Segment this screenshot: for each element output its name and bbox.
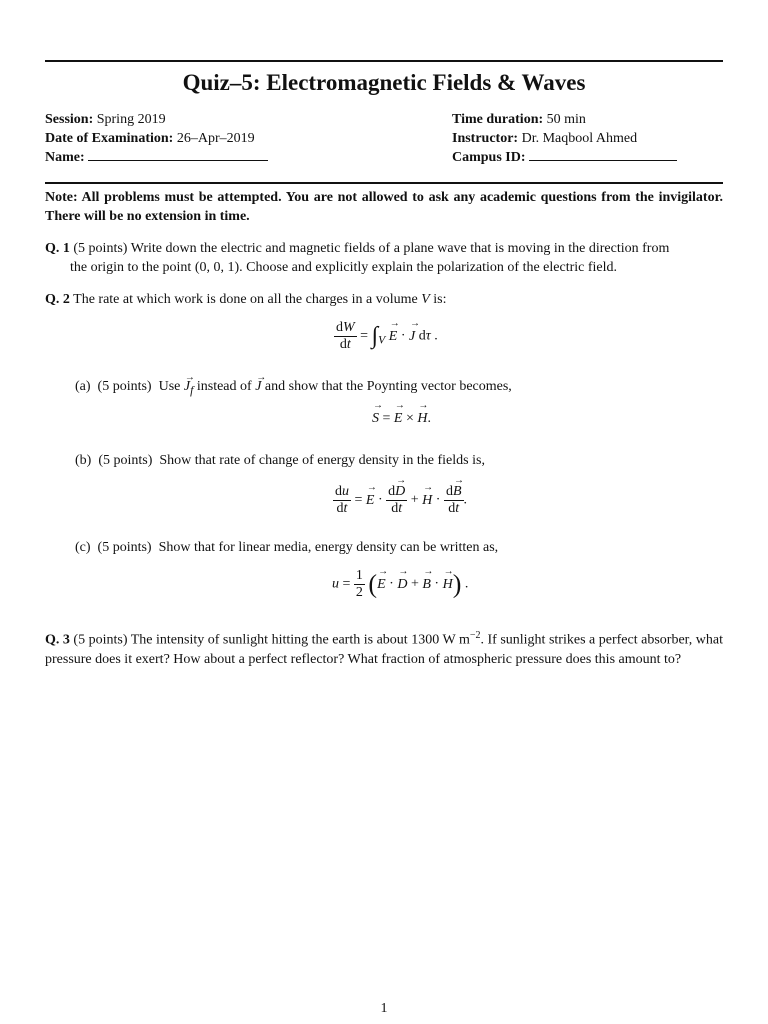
campus-blank [529,148,677,161]
question-1: Q. 1 (5 points) Write down the electric and magnetic fields of a plane wave that is moving in the direction from the origin to the point (0, 0, 1). Choose and explicitly explain the polarization of the electric field. [45,241,670,275]
session-row: Session: Spring 2019 [45,112,166,127]
page-number: 1 [380,1001,388,1016]
q2-label: Q. 2 [45,292,70,307]
note: Note: All problems must be attempted. You are not allowed to ask any academic questions from the invigilator. There will be no extension in time. [45,190,723,224]
q3-label: Q. 3 [45,632,70,648]
page-title: Quiz–5: Electromagnetic Fields & Waves [182,70,586,95]
equation-poynting: → S = → E × → H. [372,411,431,427]
header-rule [45,182,723,184]
equation-energy-rate: $\frac{du}{dt}$ = → E · $\frac{d\to D}{dt}$ + → H · $\frac{d\to B}{dt}$ . [333,484,467,517]
name-row: Name: [45,148,268,167]
header-right [452,110,677,167]
time-row: Time duration: 50 min [452,112,586,127]
time-value: 50 min [546,112,586,127]
q2-volume: V [421,292,430,307]
equation-power: $\frac{dW}{dt}$ = $\int_V \to E$ · → J dτ . [334,320,438,353]
question-3: Q. 3 (5 points) The intensity of sunlight hitting the earth is about 1300 W $m^{-2}$. If sunlight strikes a perfect absorber, what pressure does it exert? How about a perfect reflector? What fraction of atmospheric pressure does this amount to? [45,630,723,667]
header-left [45,110,268,167]
q2-part-b: (b) (5 points) Show that rate of change of energy density in the fields is, [75,453,485,468]
date-row: Date of Examination: 26–Apr–2019 [45,131,255,146]
name-blank [88,148,268,161]
instructor-value: Dr. Maqbool Ahmed [521,131,638,146]
q1-point: (0, 0, 1) [194,260,240,275]
q3-intensity: 1300 W m [411,632,470,648]
q1-text-a: (5 points) Write down the electric and magnetic fields of a plane wave that is moving in the direction from [73,241,670,256]
q2-part-c: (c) (5 points) Show that for linear media, energy density can be written as, [75,540,499,555]
q2-part-a: (a) (5 points) Use → $J_f$ instead of → J and show that the Poynting vector becomes, [75,377,512,400]
date-value: 26–Apr–2019 [176,131,255,146]
campus-row: Campus ID: [452,148,677,167]
question-2: Q. 2 The rate at which work is done on all the charges in a volume V is: [45,292,447,307]
session-value: Spring 2019 [96,112,166,127]
equation-energy-density: u = $\frac{1}{2}$ (→ E · → D + → B · → H) . [332,568,468,601]
instructor-row: Instructor: Dr. Maqbool Ahmed [452,131,638,146]
q1-label: Q. 1 [45,241,70,256]
top-rule [45,60,723,62]
